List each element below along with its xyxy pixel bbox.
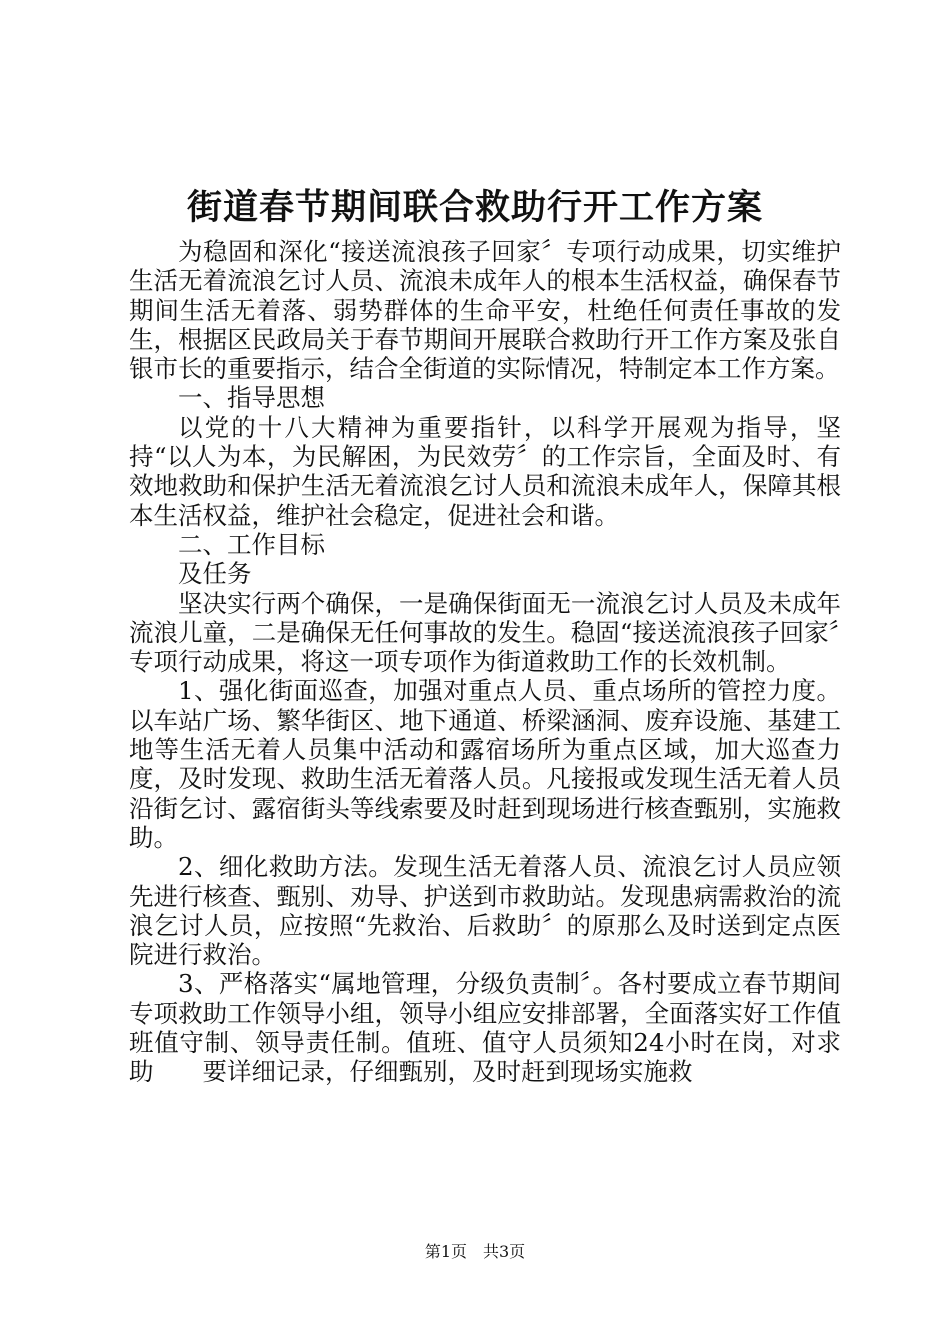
- page-footer: 第1页 共3页: [424, 1242, 526, 1261]
- work-goals-paragraph: 坚决实行两个确保，一是确保街面无一流浪乞讨人员及未成年流浪儿童，二是确保无任何事故的发生。稳固“接送流浪孩子回家〞专项行动成果，将这一项专项作为街道救助工作的长效机制。: [129, 588, 841, 677]
- section-heading-guiding-ideology: 一、指导思想: [178, 383, 325, 413]
- guiding-ideology-paragraph: 以党的十八大精神为重要指针，以科学开展观为指导，坚持“以人为本，为民解困，为民效劳〞的工作宗旨，全面及时、有效地救助和保护生活无着流浪乞讨人员和流浪未成年人，保障其根本生活权益，维护社会稳定，促进社会和谐。: [129, 412, 841, 530]
- document-body: [129, 237, 841, 1087]
- task-item-3: 3、严格落实“属地管理，分级负责制〞。各村要成立春节期间专项救助工作领导小组，领导小组应安排部署，全面落实好工作值班值守制、领导责任制。值班、值守人员须知24小时在岗，对求助 要详细记录，仔细甄别，及时赶到现场实施救: [129, 969, 841, 1087]
- task-item-1: 1、强化街面巡查，加强对重点人员、重点场所的管控力度。以车站广场、繁华街区、地下通道、桥梁涵洞、废弃设施、基建工地等生活无着人员集中活动和露宿场所为重点区域，加大巡查力度，及时发现、救助生活无着落人员。凡接报或发现生活无着人员沿街乞讨、露宿街头等线索要及时赶到现场进行核查甄别，实施救助。: [129, 676, 841, 852]
- task-item-2: 2、细化救助方法。发现生活无着落人员、流浪乞讨人员应领先进行核查、甄别、劝导、护送到市救助站。发现患病需救治的流浪乞讨人员，应按照“先救治、后救助〞的原那么及时送到定点医院进行救治。: [129, 852, 841, 970]
- intro-paragraph: 为稳固和深化“接送流浪孩子回家〞专项行动成果，切实维护生活无着流浪乞讨人员、流浪未成年人的根本生活权益，确保春节期间生活无着落、弱势群体的生命平安，杜绝任何责任事故的发生，根据区民政局关于春节期间开展联合救助行开工作方案及张自银市长的重要指示，结合全街道的实际情况，特制定本工作方案。: [129, 237, 841, 384]
- document-title: 街道春节期间联合救助行开工作方案: [186, 187, 763, 228]
- section-heading-work-goals: 二、工作目标: [178, 529, 325, 559]
- section-heading-tasks: 及任务: [178, 559, 252, 589]
